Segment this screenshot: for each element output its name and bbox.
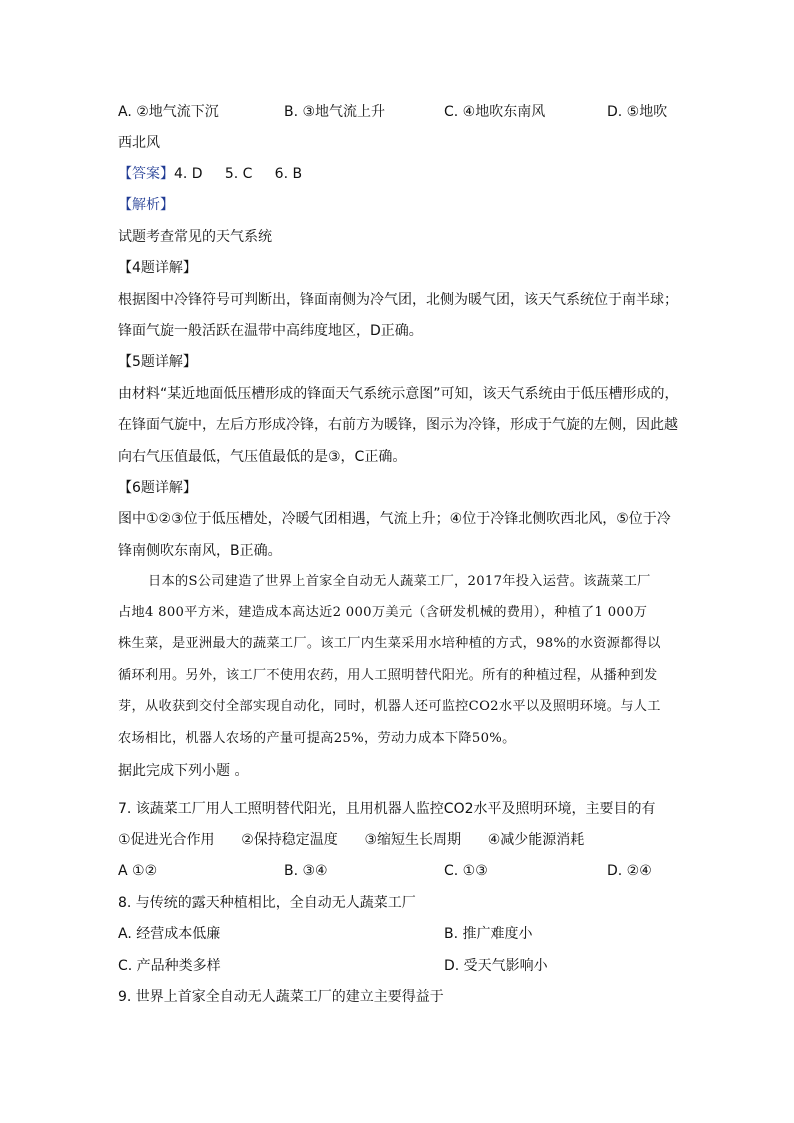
- option-d[interactable]: D. ⑤地吹: [607, 104, 668, 120]
- question-7-stem: 7. 该蔬菜工厂用人工照明替代阳光，且用机器人监控CO2水平及照明环境，主要目的有: [118, 801, 656, 817]
- answer-label: 【答案】: [118, 166, 174, 182]
- q5-detail-line: 由材料“某近地面低压槽形成的锋面天气系统示意图”可知，该天气系统由于低压槽形成的，: [118, 386, 679, 402]
- option-c[interactable]: C. ④地吹东南风: [444, 104, 546, 120]
- analysis-label: 【解析】: [118, 197, 174, 213]
- passage-line: 占地4 800平方米，建造成本高达近2 000万美元（含研发机械的费用），种植了1 000万: [118, 605, 648, 620]
- answer-line: [118, 164, 678, 184]
- q8-option-d[interactable]: D. 受天气影响小: [444, 958, 548, 974]
- q7-option-b[interactable]: B. ③④: [284, 863, 328, 879]
- q7-option-a[interactable]: A ①②: [118, 863, 158, 879]
- option-d-continued: 西北风: [118, 135, 160, 151]
- option-a[interactable]: A. ②地气流下沉: [118, 104, 219, 120]
- passage-instruction: 据此完成下列小题 。: [118, 763, 249, 779]
- q7-option-d[interactable]: D. ②④: [607, 863, 652, 879]
- analysis-intro: 试题考查常见的天气系统: [118, 229, 272, 245]
- passage-line: 农场相比，机器人农场的产量可提高25%，劳动力成本下降50%。: [118, 731, 516, 746]
- answer-values: 4. D 5. C 6. B: [174, 166, 303, 182]
- question-7-items: ①促进光合作用 ②保持稳定温度 ③缩短生长周期 ④减少能源消耗: [118, 832, 585, 848]
- q8-option-a[interactable]: A. 经营成本低廉: [118, 926, 221, 942]
- q5-detail-line: 在锋面气旋中，左后方形成冷锋，右前方为暖锋，图示为冷锋，形成于气旋的左侧，因此越: [118, 417, 678, 433]
- option-b[interactable]: B. ③地气流上升: [284, 104, 386, 120]
- q6-detail-line: 图中①②③位于低压槽处，冷暖气团相遇，气流上升；④位于冷锋北侧吹西北风，⑤位于冷: [118, 511, 671, 527]
- passage-line: 株生菜，是亚洲最大的蔬菜工厂。该工厂内生菜采用水培种植的方式，98%的水资源都得以: [118, 636, 661, 651]
- q5-detail-label: 【5题详解】: [118, 354, 197, 370]
- question-9-stem: 9. 世界上首家全自动无人蔬菜工厂的建立主要得益于: [118, 989, 444, 1005]
- q5-detail-line: 向右气压值最低，气压值最低的是③，C正确。: [118, 449, 407, 465]
- q8-option-c[interactable]: C. 产品种类多样: [118, 958, 221, 974]
- passage-line: 芽，从收获到交付全部实现自动化，同时，机器人还可监控CO2水平以及照明环境。与人工: [118, 699, 661, 714]
- q8-option-b[interactable]: B. 推广难度小: [444, 926, 533, 942]
- q4-detail-label: 【4题详解】: [118, 260, 197, 276]
- q7-option-c[interactable]: C. ①③: [444, 863, 488, 879]
- q4-detail-line: 根据图中冷锋符号可判断出，锋面南侧为冷气团，北侧为暖气团，该天气系统位于南半球；: [118, 292, 678, 308]
- q4-detail-line: 锋面气旋一般活跃在温带中高纬度地区，D正确。: [118, 323, 423, 339]
- question-8-stem: 8. 与传统的露天种植相比，全自动无人蔬菜工厂: [118, 895, 416, 911]
- passage-line: 日本的S公司建造了世界上首家全自动无人蔬菜工厂，2017年投入运营。该蔬菜工厂: [148, 574, 651, 589]
- q6-detail-line: 锋南侧吹东南风，B正确。: [118, 543, 282, 559]
- q6-detail-label: 【6题详解】: [118, 480, 197, 496]
- passage-line: 循环利用。另外，该工厂不使用农药，用人工照明替代阳光。所有的种植过程，从播种到发: [118, 668, 658, 683]
